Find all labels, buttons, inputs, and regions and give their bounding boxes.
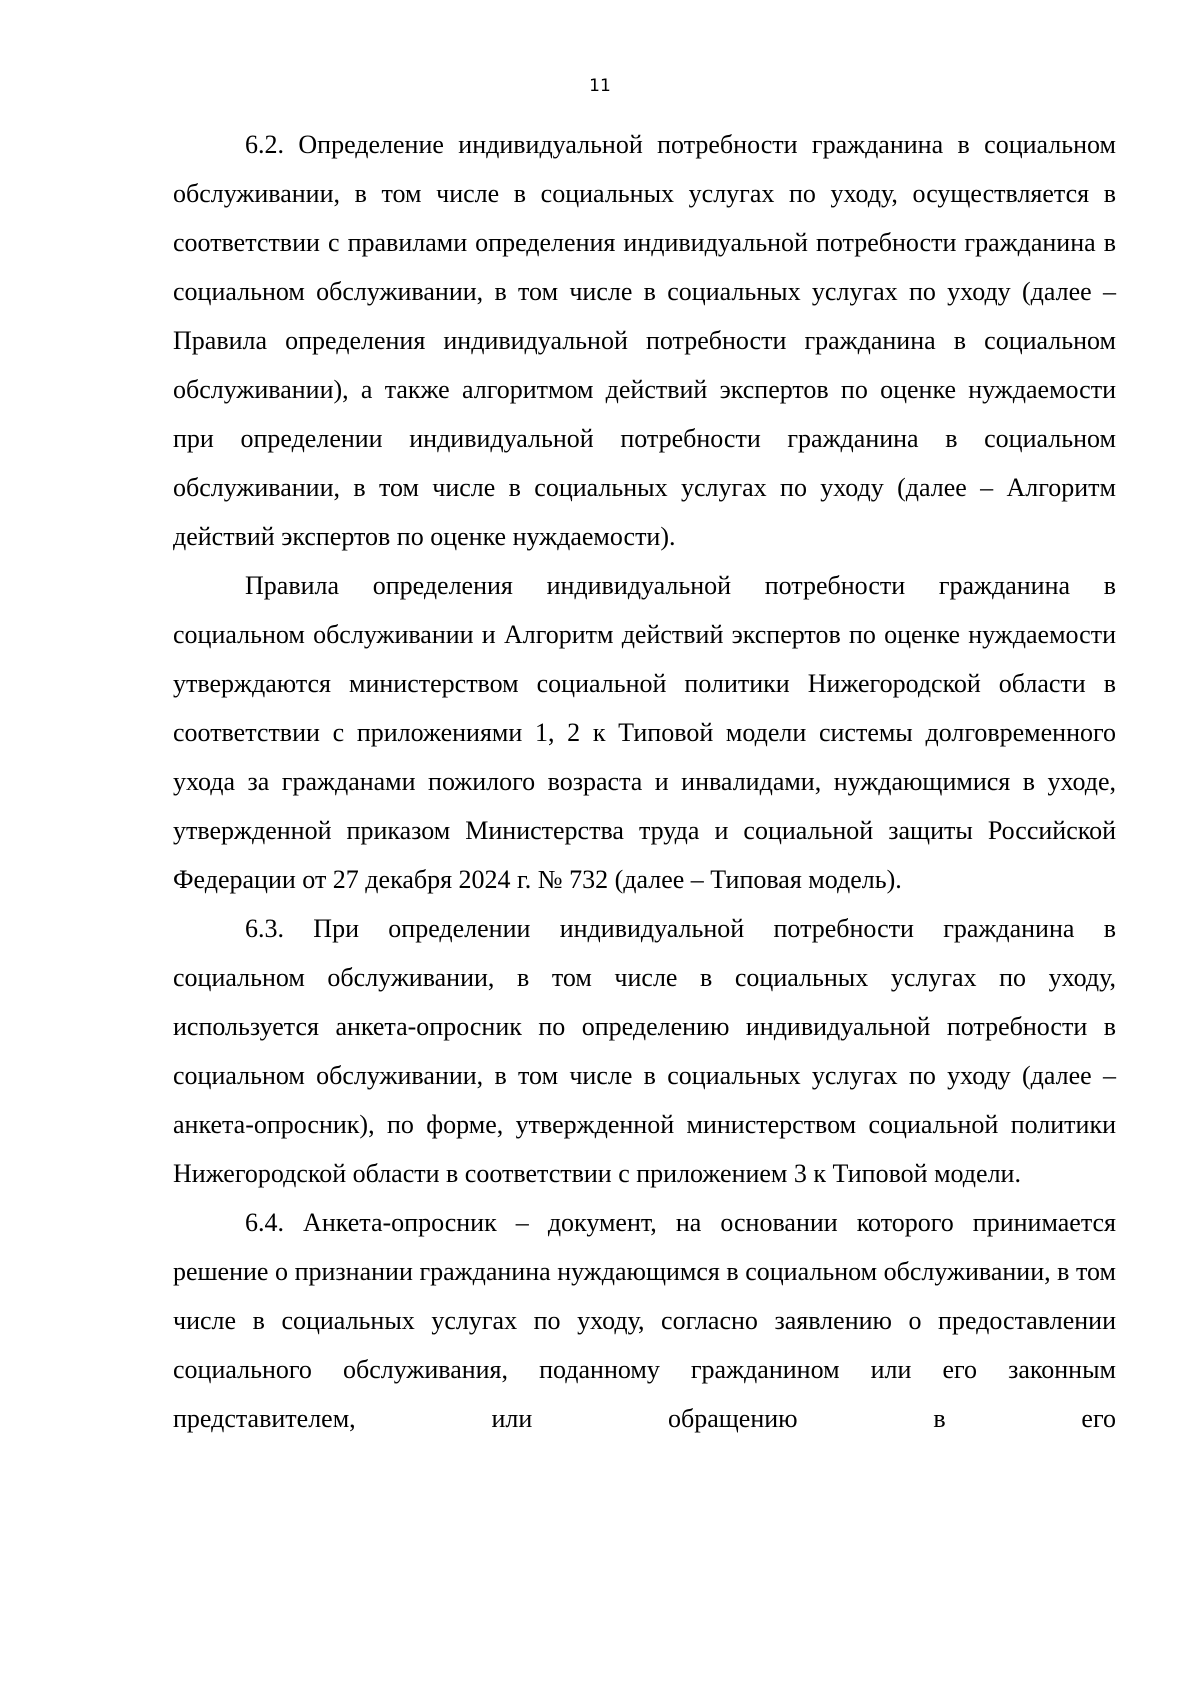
paragraph-rules-approval: Правила определения индивидуальной потребности гражданина в социальном обслуживании и Алгоритм действий экспертов по оценке нуждаемости утверждаются министерством социальной политики Нижегородской области в соответствии с приложениями 1, 2 к Типовой модели системы долговременного ухода за гражданами пожилого возраста и инвалидами, нуждающимися в уходе, утвержденной приказом Министерства труда и социальной защиты Российской Федерации от 27 декабря 2024 г. № 732 (далее – Типовая модель). xyxy=(173,571,1116,894)
paragraph-6-2: 6.2. Определение индивидуальной потребности гражданина в социальном обслуживании, в том числе в социальных услугах по уходу, осуществляется в соответствии с правилами определения индивидуальной потребности гражданина в социальном обслуживании, в том числе в социальных услугах по уходу (далее – Правила определения индивидуальной потребности гражданина в социальном обслуживании), а также алгоритмом действий экспертов по оценке нуждаемости при определении индивидуальной потребности гражданина в социальном обслуживании, в том числе в социальных услугах по уходу (далее – Алгоритм действий экспертов по оценке нуждаемости). xyxy=(173,130,1116,551)
document-body xyxy=(173,120,1116,1443)
page-number: 11 xyxy=(589,76,611,96)
paragraph-6-4: 6.4. Анкета-опросник – документ, на основании которого принимается решение о признании гражданина нуждающимся в социальном обслуживании, в том числе в социальных услугах по уходу, согласно заявлению о предоставлении социального обслуживания, поданному гражданином или его законным представителем, или обращению в его xyxy=(173,1208,1116,1433)
paragraph-6-3: 6.3. При определении индивидуальной потребности гражданина в социальном обслуживании, в том числе в социальных услугах по уходу, используется анкета-опросник по определению индивидуальной потребности в социальном обслуживании, в том числе в социальных услугах по уходу (далее – анкета-опросник), по форме, утвержденной министерством социальной политики Нижегородской области в соответствии с приложением 3 к Типовой модели. xyxy=(173,914,1116,1188)
